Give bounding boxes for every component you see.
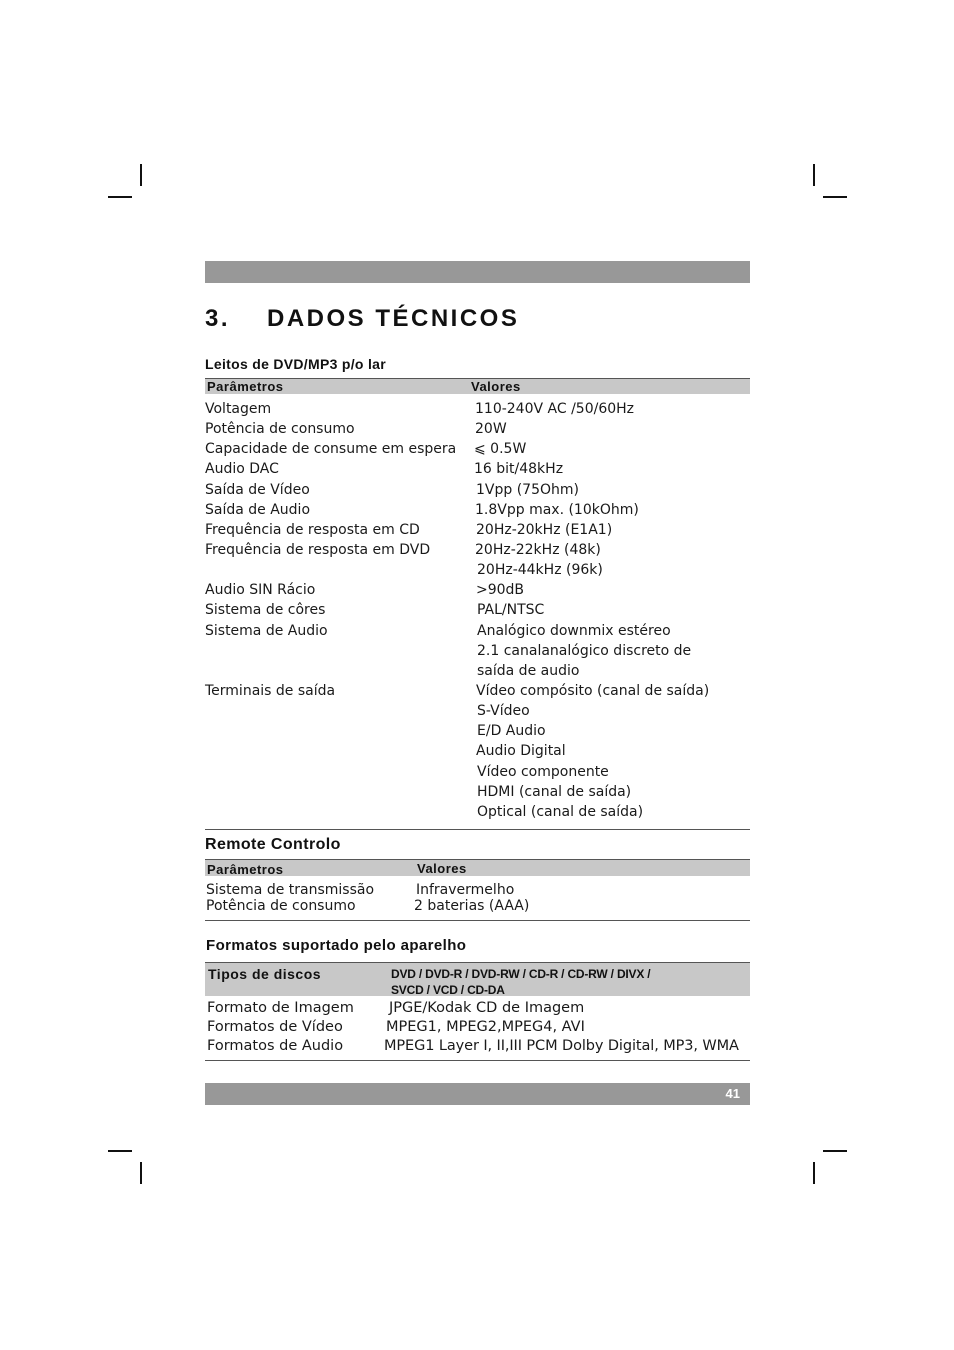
table1-param: Audio SIN Rácio: [205, 582, 316, 598]
table1-value: 1.8Vpp max. (10kOhm): [475, 502, 639, 518]
table3-header-value-line1: DVD / DVD-R / DVD-RW / CD-R / CD-RW / DIVX /: [391, 967, 651, 981]
table1-row: [0, 723, 954, 743]
table1-value: HDMI (canal de saída): [477, 784, 632, 800]
table3-header: [205, 962, 750, 996]
crop-mark-bottom-right-horizontal: [823, 1150, 847, 1152]
table1-value: 20Hz-20kHz (E1A1): [476, 522, 613, 538]
table3-header-value: [391, 966, 650, 998]
footer-bar: [205, 1083, 750, 1105]
table3-row: [0, 1038, 954, 1057]
table1-header: [205, 378, 750, 394]
table1-value: 20Hz-22kHz (48k): [475, 542, 601, 558]
table3-param: Formatos de Audio: [207, 1038, 344, 1054]
table1-title: Leitos de DVD/MP3 p/o lar: [205, 356, 386, 372]
page-number: 41: [725, 1086, 740, 1101]
table3-title: Formatos suportado pelo aparelho: [206, 937, 467, 954]
table1-row: [0, 784, 954, 804]
table3-header-value-line2: SVCD / VCD / CD-DA: [391, 983, 505, 997]
table1-param: Terminais de saída: [205, 683, 336, 699]
table1-row: [0, 743, 954, 763]
table1-value: Optical (canal de saída): [477, 804, 644, 820]
table1-row: [0, 703, 954, 723]
table1-row: [0, 623, 954, 643]
table1-row: [0, 683, 954, 703]
table1-value: Vídeo componente: [477, 764, 609, 780]
table2-value: Infravermelho: [416, 882, 515, 898]
section-heading: [205, 305, 519, 333]
table1-row: [0, 764, 954, 784]
table3-value: MPEG1 Layer I, II,III PCM Dolby Digital, MP3, WMA: [384, 1038, 739, 1054]
table1-value: E/D Audio: [477, 723, 546, 739]
table1-row: [0, 804, 954, 824]
table2-bottom-rule: [205, 920, 750, 921]
table1-value: 110-240V AC /50/60Hz: [475, 401, 635, 417]
crop-mark-top-left-horizontal: [108, 196, 132, 198]
table2-value: 2 baterias (AAA): [414, 898, 530, 914]
section-number: 3.: [205, 305, 231, 332]
table1-row: [0, 542, 954, 562]
table1-value: 1Vpp (75Ohm): [476, 482, 579, 498]
table1-row: [0, 461, 954, 481]
table1-row: [0, 502, 954, 522]
crop-mark-top-right-vertical: [813, 164, 815, 186]
table1-row: [0, 602, 954, 622]
table1-param: Capacidade de consume em espera: [205, 441, 457, 457]
header-bar: [205, 261, 750, 283]
table1-row: [0, 663, 954, 683]
table1-header-param: Parâmetros: [207, 379, 284, 394]
table1-param: Saída de Vídeo: [205, 482, 310, 498]
crop-mark-top-left-vertical: [140, 164, 142, 186]
table1-value: Audio Digital: [476, 743, 566, 759]
table3-value: MPEG1, MPEG2,MPEG4, AVI: [386, 1019, 585, 1035]
table2-title: Remote Controlo: [205, 836, 341, 853]
table1-value: Analógico downmix estéreo: [477, 623, 671, 639]
table1-param: Audio DAC: [205, 461, 279, 477]
table1-value: PAL/NTSC: [477, 602, 545, 618]
table2-header-value: Valores: [417, 861, 467, 876]
table3-row: [0, 1000, 954, 1019]
table1-header-value: Valores: [471, 379, 521, 394]
crop-mark-top-right-horizontal: [823, 196, 847, 198]
table1-param: Voltagem: [205, 401, 272, 417]
crop-mark-bottom-left-vertical: [140, 1162, 142, 1184]
table1-value: 20W: [475, 421, 507, 437]
table1-value: Vídeo compósito (canal de saída): [476, 683, 710, 699]
table3-header-param: Tipos de discos: [208, 966, 322, 982]
table2-row: [0, 882, 954, 899]
table1-param: Frequência de resposta em DVD: [205, 542, 431, 558]
table2-param: Sistema de transmissão: [206, 882, 375, 898]
table1-value: 2.1 canalanalógico discreto de: [477, 643, 692, 659]
table1-value: >90dB: [476, 582, 525, 598]
table1-param: Saída de Audio: [205, 502, 311, 518]
table1-bottom-rule: [205, 829, 750, 830]
section-title: DADOS TÉCNICOS: [267, 305, 520, 332]
table3-row: [0, 1019, 954, 1038]
table3-param: Formatos de Vídeo: [207, 1019, 343, 1035]
table2-param: Potência de consumo: [206, 898, 356, 914]
table2-header-param: Parâmetros: [207, 862, 284, 877]
table3-param: Formato de Imagem: [207, 1000, 354, 1016]
table3-bottom-rule: [205, 1060, 750, 1061]
crop-mark-bottom-left-horizontal: [108, 1150, 132, 1152]
table3-value: JPGE/Kodak CD de Imagem: [389, 1000, 585, 1016]
table1-row: [0, 643, 954, 663]
table1-value: saída de audio: [477, 663, 580, 679]
table1-value: 16 bit/48kHz: [474, 461, 564, 477]
table1-row: [0, 441, 954, 461]
table1-param: Sistema de côres: [205, 602, 326, 618]
table1-value: S-Vídeo: [477, 703, 530, 719]
table1-param: Frequência de resposta em CD: [205, 522, 420, 538]
table2-header: [205, 859, 750, 876]
table1-row: [0, 421, 954, 441]
table1-row: [0, 482, 954, 502]
table1-value: ⩽ 0.5W: [474, 441, 527, 457]
table2-row: [0, 898, 954, 915]
table1-row: [0, 562, 954, 582]
table1-row: [0, 522, 954, 542]
table1-row: [0, 582, 954, 602]
table1-value: 20Hz-44kHz (96k): [477, 562, 603, 578]
crop-mark-bottom-right-vertical: [813, 1162, 815, 1184]
table1-param: Potência de consumo: [205, 421, 355, 437]
table1-param: Sistema de Audio: [205, 623, 328, 639]
table1-row: [0, 401, 954, 421]
